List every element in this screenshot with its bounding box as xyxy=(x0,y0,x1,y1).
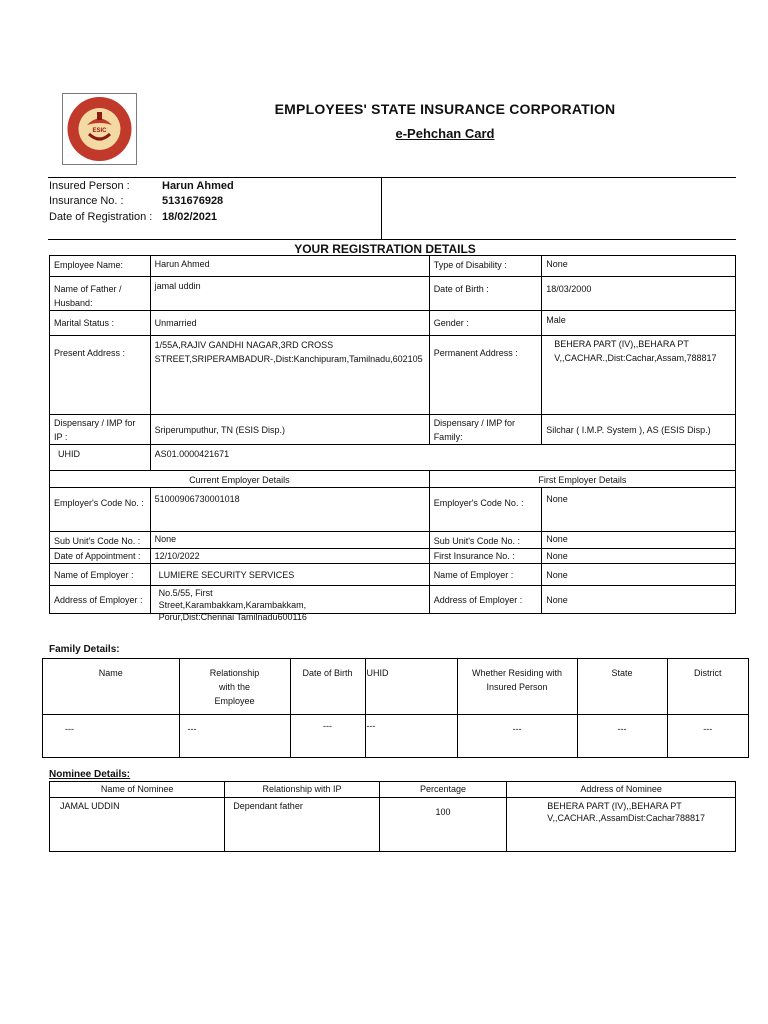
table-row xyxy=(50,445,736,471)
nominee-col-relationship: Relationship with IP xyxy=(225,782,379,798)
father-value: jamal uddin xyxy=(150,277,429,311)
subunit-label: Sub Unit's Code No. : xyxy=(50,532,151,549)
table-row xyxy=(50,564,736,586)
first-employer-code: None xyxy=(542,488,736,532)
first-subunit: None xyxy=(542,532,736,549)
family-table-frame xyxy=(42,658,749,758)
first-subunit-label: Sub Unit's Code No. : xyxy=(429,532,542,549)
insured-person-value: Harun Ahmed xyxy=(162,180,234,192)
logo-text: ESIC xyxy=(92,128,107,134)
current-employer-name: LUMIERE SECURITY SERVICES xyxy=(150,564,429,586)
table-row xyxy=(50,256,736,277)
divider xyxy=(381,177,382,239)
gender-label: Gender : xyxy=(429,311,542,336)
present-address-label: Present Address : xyxy=(50,336,151,415)
nominee-col-percentage: Percentage xyxy=(379,782,507,798)
nominee-col-address: Address of Nominee xyxy=(507,782,736,798)
family-col-district: District xyxy=(667,659,748,714)
marital-label: Marital Status : xyxy=(50,311,151,336)
family-heading: Family Details: xyxy=(49,644,120,655)
first-employer-name: None xyxy=(542,564,736,586)
first-employer-name-label: Name of Employer : xyxy=(429,564,542,586)
insured-person-label: Insured Person : xyxy=(49,180,130,192)
table-row xyxy=(50,549,736,564)
table-row xyxy=(50,277,736,311)
family-cell-name: --- xyxy=(65,723,74,734)
registration-date-label: Date of Registration : xyxy=(49,211,153,223)
family-col-dob: Date of Birth xyxy=(290,659,365,714)
table-row xyxy=(50,311,736,336)
family-table xyxy=(43,659,748,757)
dispensary-family-value: Silchar ( I.M.P. System ), AS (ESIS Disp.) xyxy=(542,415,736,445)
nominee-table xyxy=(49,781,736,852)
table-row xyxy=(50,532,736,549)
uhid-value: AS01.0000421671 xyxy=(150,445,735,471)
family-col-uhid: UHID xyxy=(365,659,457,714)
registration-heading: YOUR REGISTRATION DETAILS xyxy=(294,242,476,256)
employee-name-label: Employee Name: xyxy=(50,256,151,277)
insurance-no-label: Insurance No. : xyxy=(49,195,124,207)
table-row xyxy=(50,471,736,488)
dispensary-family-label: Dispensary / IMP for Family: xyxy=(429,415,542,445)
nominee-name: JAMAL UDDIN xyxy=(50,798,225,852)
family-cell-state: --- xyxy=(577,714,667,757)
nominee-address: BEHERA PART (IV),,BEHARA PT V,,CACHAR.,AssamDist:Cachar788817 xyxy=(507,798,736,852)
table-row xyxy=(50,798,736,852)
dispensary-ip-value: Sriperumputhur, TN (ESIS Disp.) xyxy=(150,415,429,445)
family-cell-dob: --- xyxy=(290,714,365,757)
esic-emblem-icon xyxy=(63,94,136,164)
employer-code-label: Employer's Code No. : xyxy=(50,488,151,532)
permanent-address-value: BEHERA PART (IV),,BEHARA PT V,,CACHAR.,Dist:Cachar,Assam,788817 xyxy=(542,336,736,415)
family-cell-uhid: --- xyxy=(365,714,457,757)
nominee-heading: Nominee Details: xyxy=(49,769,131,780)
table-row xyxy=(43,714,748,757)
employer-name-label: Name of Employer : xyxy=(50,564,151,586)
first-employer-address: None xyxy=(542,586,736,614)
table-row xyxy=(50,586,736,614)
employer-address-label: Address of Employer : xyxy=(50,586,151,614)
dispensary-ip-label: Dispensary / IMP for IP : xyxy=(50,415,151,445)
appointment-value: 12/10/2022 xyxy=(150,549,429,564)
current-employer-address-cell xyxy=(150,586,429,622)
first-employer-code-label: Employer's Code No. : xyxy=(429,488,542,532)
registration-table xyxy=(49,255,736,622)
table-row xyxy=(50,336,736,415)
disability-value: None xyxy=(542,256,736,277)
registration-date-value: 18/02/2021 xyxy=(162,211,218,223)
nominee-relationship: Dependant father xyxy=(225,798,379,852)
first-insurance-value: None xyxy=(542,549,736,564)
first-employer-heading: First Employer Details xyxy=(429,471,735,488)
current-employer-address: No.5/55, First Street,Karambakkam,Karambakkam, Porur,Dist:Chennai Tamilnadu600116 xyxy=(158,588,307,622)
esic-logo xyxy=(62,93,137,165)
table-row xyxy=(50,782,736,798)
present-address-value: 1/55A,RAJIV GANDHI NAGAR,3RD CROSS STREET,SRIPERAMBADUR-,Dist:Kanchipuram,Tamilnadu,602105 xyxy=(150,336,429,415)
family-col-name: Name xyxy=(43,659,179,714)
first-employer-address-label: Address of Employer : xyxy=(429,586,542,614)
family-cell-relationship: --- xyxy=(179,714,290,757)
current-employer-heading: Current Employer Details xyxy=(50,471,430,488)
current-subunit: None xyxy=(150,532,429,549)
table-row xyxy=(43,659,748,714)
uhid-label: UHID xyxy=(50,445,151,471)
divider xyxy=(48,239,736,240)
father-label: Name of Father / Husband: xyxy=(50,277,151,311)
employee-name-value: Harun Ahmed xyxy=(150,256,429,277)
card-title: e-Pehchan Card xyxy=(395,126,495,141)
family-cell-district: --- xyxy=(667,714,748,757)
disability-label: Type of Disability : xyxy=(429,256,542,277)
family-col-residing: Whether Residing with Insured Person xyxy=(457,659,577,714)
table-row xyxy=(50,415,736,445)
family-col-state: State xyxy=(577,659,667,714)
permanent-address-label: Permanent Address : xyxy=(429,336,542,415)
dob-value: 18/03/2000 xyxy=(542,277,736,311)
current-employer-code: 51000906730001018 xyxy=(150,488,429,532)
nominee-col-name: Name of Nominee xyxy=(50,782,225,798)
family-col-relationship: Relationship with the Employee xyxy=(179,659,290,714)
appointment-label: Date of Appointment : xyxy=(50,549,151,564)
family-cell-residing: --- xyxy=(457,714,577,757)
table-row xyxy=(50,488,736,532)
nominee-percentage: 100 xyxy=(379,798,507,852)
divider xyxy=(48,177,736,178)
marital-value: Unmarried xyxy=(150,311,429,336)
page-title: EMPLOYEES' STATE INSURANCE CORPORATION xyxy=(274,101,616,117)
first-insurance-label: First Insurance No. : xyxy=(429,549,542,564)
insurance-no-value: 5131676928 xyxy=(162,195,224,207)
dob-label: Date of Birth : xyxy=(429,277,542,311)
gender-value: Male xyxy=(542,311,736,336)
